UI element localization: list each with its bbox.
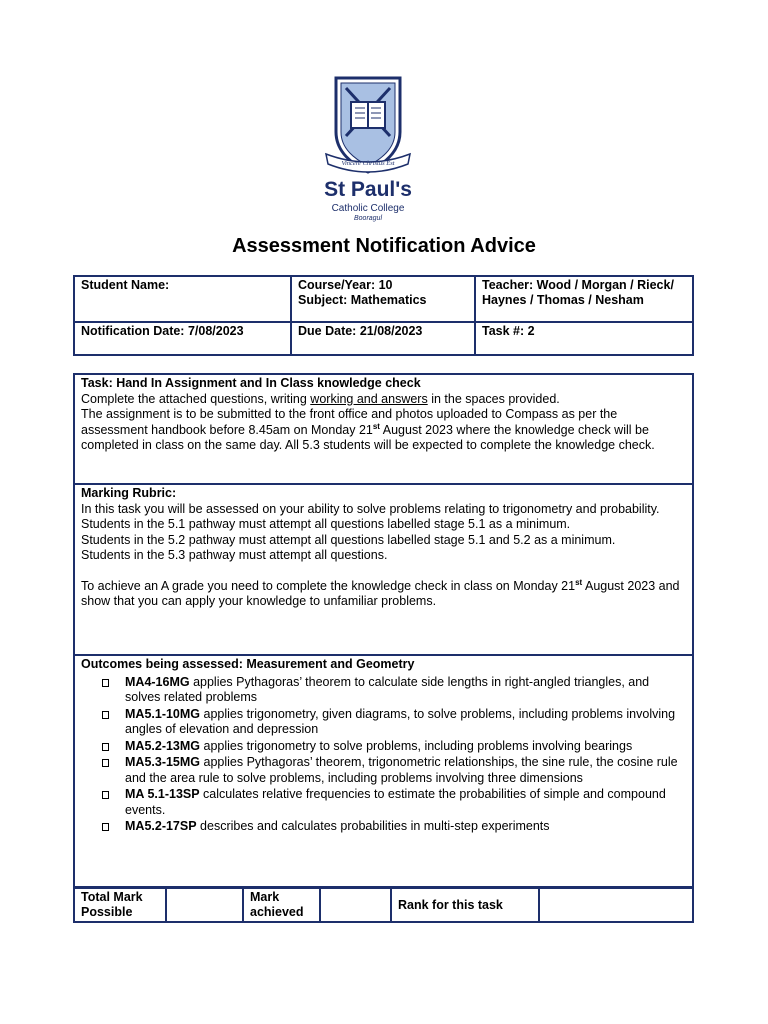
task-section <box>73 373 694 485</box>
bullet-icon <box>102 823 109 831</box>
page-title: Assessment Notification Advice <box>232 235 536 257</box>
list-item: MA4-16MG applies Pythagoras’ theorem to calculate side lengths in right-angled triangles, and solves related problems <box>81 675 686 706</box>
rubric-intro: In this task you will be assessed on your ability to solve problems relating to trigonometry and probability. <box>81 501 660 516</box>
school-name: St Paul's <box>324 178 412 201</box>
list-item: MA5.2-13MG applies trigonometry to solve problems, including problems involving bearings <box>81 739 686 755</box>
list-item: MA5.2-17SP describes and calculates probabilities in multi-step experiments <box>81 819 686 835</box>
school-location: Booragul <box>353 215 383 222</box>
subject: Subject: Mathematics <box>298 293 427 307</box>
rank-value[interactable] <box>539 888 693 922</box>
task-number: Task #: 2 <box>475 322 693 355</box>
school-subname: Catholic College <box>331 203 405 214</box>
outcomes-heading: Outcomes being assessed: Measurement and Geometry <box>81 657 415 671</box>
bullet-icon <box>102 711 109 719</box>
outcomes-section <box>73 654 694 888</box>
outcomes-list <box>81 675 686 835</box>
task-instructions: Complete the attached questions, writing working and answers in the spaces provided. <box>81 391 560 406</box>
course-subject-cell <box>291 276 475 322</box>
bullet-icon <box>102 759 109 767</box>
task-submission-details: The assignment is to be submitted to the front office and photos uploaded to Compass as per the assessment handbook before 8.45am on Monday 21st August 2023 where the knowledge check will be completed in class on the same day. All 5.3 students will be expected to complete the knowledge check. <box>81 407 655 452</box>
list-item: MA5.1-10MG applies trigonometry, given diagrams, to solve problems, including problems involving angles of elevation and depression <box>81 707 686 738</box>
marks-table <box>73 887 694 923</box>
rubric-section <box>73 483 694 656</box>
total-mark-label: Total Mark Possible <box>74 888 166 922</box>
bullet-icon <box>102 679 109 687</box>
rubric-line: Students in the 5.1 pathway must attempt all questions labelled stage 5.1 as a minimum. <box>81 517 571 531</box>
school-motto: Vincere Christus Est <box>341 160 395 167</box>
list-item: MA5.3-15MG applies Pythagoras’ theorem, trigonometric relationships, the sine rule, the cosine rule and the area rule to solve problems, including problems involving three dimensions <box>81 755 686 786</box>
student-name-label: Student Name: <box>74 276 291 322</box>
details-table <box>73 275 694 356</box>
bullet-icon <box>102 791 109 799</box>
task-heading: Task: Hand In Assignment and In Class knowledge check <box>81 376 421 390</box>
school-logo <box>318 74 418 234</box>
total-mark-value[interactable] <box>166 888 243 922</box>
list-item: MA 5.1-13SP calculates relative frequencies to estimate the probabilities of simple and compound events. <box>81 787 686 818</box>
bullet-icon <box>102 743 109 751</box>
mark-achieved-label: Mark achieved <box>243 888 320 922</box>
mark-achieved-value[interactable] <box>320 888 391 922</box>
rubric-heading: Marking Rubric: <box>81 486 177 500</box>
notification-date: Notification Date: 7/08/2023 <box>74 322 291 355</box>
rank-label: Rank for this task <box>391 888 539 922</box>
due-date: Due Date: 21/08/2023 <box>291 322 475 355</box>
rubric-line: Students in the 5.3 pathway must attempt all questions. <box>81 548 388 562</box>
rubric-line: Students in the 5.2 pathway must attempt all questions labelled stage 5.1 and 5.2 as a minimum. <box>81 532 616 547</box>
course-year: Course/Year: 10 <box>298 278 393 292</box>
rubric-grade-requirement: To achieve an A grade you need to complete the knowledge check in class on Monday 21st August 2023 and show that you can apply your knowledge to unfamiliar problems. <box>81 577 680 608</box>
school-crest-icon <box>318 74 418 184</box>
teacher: Teacher: Wood / Morgan / Rieck/ Haynes / Thomas / Nesham <box>475 276 693 322</box>
